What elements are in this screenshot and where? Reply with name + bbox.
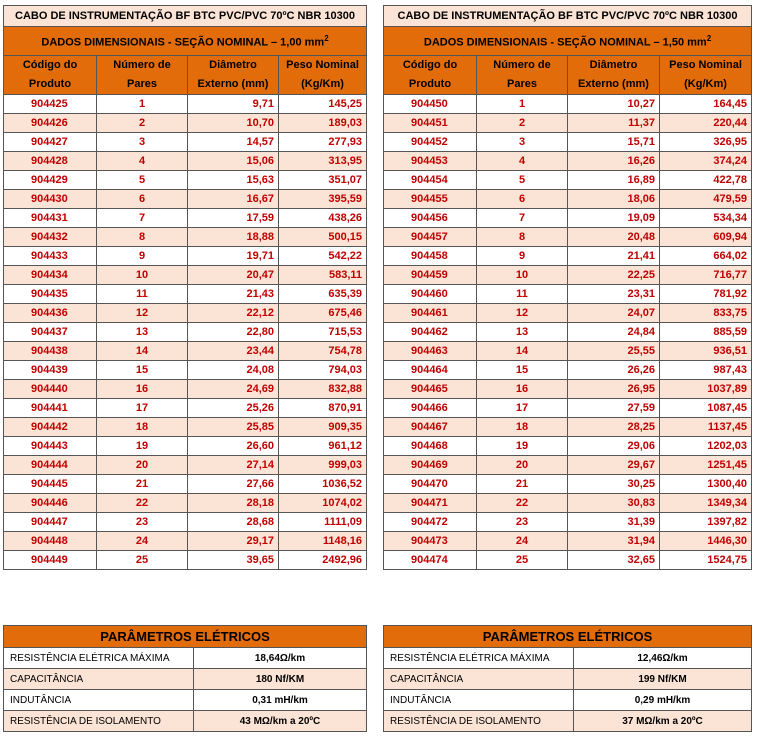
codigo-cell: 904454 — [384, 171, 477, 190]
diametro-cell: 31,94 — [568, 532, 660, 551]
diametro-cell: 15,06 — [188, 152, 279, 171]
column-header-diametro: Diâmetro Externo (mm) — [568, 56, 660, 95]
pares-cell: 1 — [97, 95, 188, 114]
codigo-cell: 904466 — [384, 399, 477, 418]
codigo-cell: 904445 — [4, 475, 97, 494]
table-row — [4, 456, 367, 475]
peso-cell: 1137,45 — [660, 418, 752, 437]
codigo-cell: 904470 — [384, 475, 477, 494]
column-header-codigo: Código do Produto — [4, 56, 97, 95]
pares-cell: 13 — [97, 323, 188, 342]
pares-cell: 21 — [97, 475, 188, 494]
codigo-cell: 904469 — [384, 456, 477, 475]
pares-cell: 18 — [477, 418, 568, 437]
table-title: CABO DE INSTRUMENTAÇÃO BF BTC PVC/PVC 70ºC NBR 10300 — [4, 6, 367, 27]
codigo-cell: 904449 — [4, 551, 97, 570]
peso-cell: 1087,45 — [660, 399, 752, 418]
param-value: 0,29 mH/km — [574, 690, 752, 711]
param-value: 12,46Ω/km — [574, 648, 752, 669]
table-row — [4, 380, 367, 399]
diametro-cell: 23,31 — [568, 285, 660, 304]
peso-cell: 870,91 — [279, 399, 367, 418]
diametro-cell: 26,60 — [188, 437, 279, 456]
peso-cell: 145,25 — [279, 95, 367, 114]
param-label: CAPACITÂNCIA — [4, 669, 194, 690]
dimensional-table-1-50 — [383, 5, 752, 570]
table-row — [384, 247, 752, 266]
peso-cell: 609,94 — [660, 228, 752, 247]
pares-cell: 25 — [97, 551, 188, 570]
diametro-cell: 20,48 — [568, 228, 660, 247]
codigo-cell: 904450 — [384, 95, 477, 114]
diametro-cell: 22,80 — [188, 323, 279, 342]
peso-cell: 1036,52 — [279, 475, 367, 494]
pares-cell: 20 — [477, 456, 568, 475]
dimensional-table-1-00 — [3, 5, 367, 570]
peso-cell: 1397,82 — [660, 513, 752, 532]
table-row — [4, 285, 367, 304]
diametro-cell: 10,27 — [568, 95, 660, 114]
pares-cell: 11 — [477, 285, 568, 304]
diametro-cell: 15,71 — [568, 133, 660, 152]
table-row — [4, 266, 367, 285]
table-row — [4, 247, 367, 266]
param-label: RESISTÊNCIA DE ISOLAMENTO — [4, 711, 194, 732]
codigo-cell: 904440 — [4, 380, 97, 399]
pares-cell: 15 — [477, 361, 568, 380]
pares-cell: 19 — [97, 437, 188, 456]
table-row — [4, 342, 367, 361]
peso-cell: 500,15 — [279, 228, 367, 247]
pares-cell: 10 — [477, 266, 568, 285]
codigo-cell: 904464 — [384, 361, 477, 380]
pares-cell: 3 — [97, 133, 188, 152]
pares-cell: 4 — [97, 152, 188, 171]
diametro-cell: 26,95 — [568, 380, 660, 399]
pares-cell: 15 — [97, 361, 188, 380]
peso-cell: 277,93 — [279, 133, 367, 152]
table-row — [384, 494, 752, 513]
param-label: RESISTÊNCIA ELÉTRICA MÁXIMA — [384, 648, 574, 669]
table-row — [384, 456, 752, 475]
diametro-cell: 16,67 — [188, 190, 279, 209]
codigo-cell: 904429 — [4, 171, 97, 190]
diametro-cell: 27,59 — [568, 399, 660, 418]
codigo-cell: 904425 — [4, 95, 97, 114]
peso-cell: 1446,30 — [660, 532, 752, 551]
pares-cell: 18 — [97, 418, 188, 437]
diametro-cell: 15,63 — [188, 171, 279, 190]
diametro-cell: 28,25 — [568, 418, 660, 437]
codigo-cell: 904463 — [384, 342, 477, 361]
table-row — [384, 228, 752, 247]
table-row — [4, 494, 367, 513]
diametro-cell: 18,88 — [188, 228, 279, 247]
peso-cell: 885,59 — [660, 323, 752, 342]
pares-cell: 4 — [477, 152, 568, 171]
table-row — [384, 380, 752, 399]
diametro-cell: 16,89 — [568, 171, 660, 190]
diametro-cell: 32,65 — [568, 551, 660, 570]
pares-cell: 13 — [477, 323, 568, 342]
pares-cell: 16 — [97, 380, 188, 399]
peso-cell: 715,53 — [279, 323, 367, 342]
pares-cell: 16 — [477, 380, 568, 399]
table-row — [384, 190, 752, 209]
column-header-peso: Peso Nominal (Kg/Km) — [660, 56, 752, 95]
codigo-cell: 904437 — [4, 323, 97, 342]
peso-cell: 716,77 — [660, 266, 752, 285]
electrical-title: PARÂMETROS ELÉTRICOS — [384, 626, 752, 648]
peso-cell: 542,22 — [279, 247, 367, 266]
table-row — [4, 228, 367, 247]
diametro-cell: 39,65 — [188, 551, 279, 570]
diametro-cell: 22,12 — [188, 304, 279, 323]
codigo-cell: 904433 — [4, 247, 97, 266]
table-row — [384, 285, 752, 304]
peso-cell: 422,78 — [660, 171, 752, 190]
codigo-cell: 904427 — [4, 133, 97, 152]
peso-cell: 1111,09 — [279, 513, 367, 532]
pares-cell: 5 — [97, 171, 188, 190]
peso-cell: 1202,03 — [660, 437, 752, 456]
diametro-cell: 11,37 — [568, 114, 660, 133]
param-value: 199 Nf/KM — [574, 669, 752, 690]
peso-cell: 1524,75 — [660, 551, 752, 570]
table-row — [4, 114, 367, 133]
peso-cell: 936,51 — [660, 342, 752, 361]
peso-cell: 326,95 — [660, 133, 752, 152]
peso-cell: 999,03 — [279, 456, 367, 475]
param-label: RESISTÊNCIA DE ISOLAMENTO — [384, 711, 574, 732]
diametro-cell: 30,83 — [568, 494, 660, 513]
diametro-cell: 29,06 — [568, 437, 660, 456]
table-row — [384, 209, 752, 228]
table-row — [4, 209, 367, 228]
peso-cell: 1148,16 — [279, 532, 367, 551]
param-value: 43 MΩ/km a 20ºC — [194, 711, 367, 732]
codigo-cell: 904459 — [384, 266, 477, 285]
diametro-cell: 10,70 — [188, 114, 279, 133]
diametro-cell: 28,18 — [188, 494, 279, 513]
diametro-cell: 23,44 — [188, 342, 279, 361]
table-row — [384, 342, 752, 361]
column-header-pares: Número de Pares — [477, 56, 568, 95]
diametro-cell: 31,39 — [568, 513, 660, 532]
diametro-cell: 30,25 — [568, 475, 660, 494]
diametro-cell: 17,59 — [188, 209, 279, 228]
diametro-cell: 22,25 — [568, 266, 660, 285]
table-row — [384, 551, 752, 570]
pares-cell: 5 — [477, 171, 568, 190]
codigo-cell: 904434 — [4, 266, 97, 285]
table-row — [384, 266, 752, 285]
table-row — [384, 95, 752, 114]
codigo-cell: 904444 — [4, 456, 97, 475]
peso-cell: 635,39 — [279, 285, 367, 304]
param-label: INDUTÂNCIA — [384, 690, 574, 711]
pares-cell: 3 — [477, 133, 568, 152]
table-row — [384, 437, 752, 456]
table-row — [4, 551, 367, 570]
pares-cell: 17 — [477, 399, 568, 418]
codigo-cell: 904428 — [4, 152, 97, 171]
pares-cell: 21 — [477, 475, 568, 494]
pares-cell: 6 — [477, 190, 568, 209]
table-row — [384, 171, 752, 190]
electrical-parameters-table-1 — [3, 625, 367, 732]
column-header-codigo: Código do Produto — [384, 56, 477, 95]
pares-cell: 23 — [97, 513, 188, 532]
codigo-cell: 904451 — [384, 114, 477, 133]
codigo-cell: 904430 — [4, 190, 97, 209]
table-row — [4, 133, 367, 152]
diametro-cell: 21,43 — [188, 285, 279, 304]
peso-cell: 164,45 — [660, 95, 752, 114]
diametro-cell: 14,57 — [188, 133, 279, 152]
peso-cell: 583,11 — [279, 266, 367, 285]
codigo-cell: 904474 — [384, 551, 477, 570]
peso-cell: 1300,40 — [660, 475, 752, 494]
diametro-cell: 26,26 — [568, 361, 660, 380]
peso-cell: 351,07 — [279, 171, 367, 190]
pares-cell: 8 — [97, 228, 188, 247]
codigo-cell: 904436 — [4, 304, 97, 323]
codigo-cell: 904457 — [384, 228, 477, 247]
pares-cell: 19 — [477, 437, 568, 456]
diametro-cell: 18,06 — [568, 190, 660, 209]
codigo-cell: 904455 — [384, 190, 477, 209]
pares-cell: 23 — [477, 513, 568, 532]
codigo-cell: 904441 — [4, 399, 97, 418]
pares-cell: 17 — [97, 399, 188, 418]
peso-cell: 675,46 — [279, 304, 367, 323]
table-row — [384, 513, 752, 532]
pares-cell: 10 — [97, 266, 188, 285]
codigo-cell: 904461 — [384, 304, 477, 323]
diametro-cell: 25,26 — [188, 399, 279, 418]
diametro-cell: 24,07 — [568, 304, 660, 323]
diametro-cell: 28,68 — [188, 513, 279, 532]
pares-cell: 14 — [97, 342, 188, 361]
electrical-parameters-table-2 — [383, 625, 752, 732]
peso-cell: 832,88 — [279, 380, 367, 399]
pares-cell: 8 — [477, 228, 568, 247]
pares-cell: 25 — [477, 551, 568, 570]
table-title: CABO DE INSTRUMENTAÇÃO BF BTC PVC/PVC 70ºC NBR 10300 — [384, 6, 752, 27]
diametro-cell: 16,26 — [568, 152, 660, 171]
peso-cell: 664,02 — [660, 247, 752, 266]
peso-cell: 438,26 — [279, 209, 367, 228]
peso-cell: 1251,45 — [660, 456, 752, 475]
column-header-pares: Número de Pares — [97, 56, 188, 95]
diametro-cell: 20,47 — [188, 266, 279, 285]
codigo-cell: 904438 — [4, 342, 97, 361]
codigo-cell: 904426 — [4, 114, 97, 133]
diametro-cell: 19,71 — [188, 247, 279, 266]
table-row — [4, 152, 367, 171]
pares-cell: 9 — [97, 247, 188, 266]
param-value: 18,64Ω/km — [194, 648, 367, 669]
codigo-cell: 904443 — [4, 437, 97, 456]
peso-cell: 1349,34 — [660, 494, 752, 513]
peso-cell: 2492,96 — [279, 551, 367, 570]
param-value: 180 Nf/KM — [194, 669, 367, 690]
pares-cell: 7 — [97, 209, 188, 228]
codigo-cell: 904448 — [4, 532, 97, 551]
pares-cell: 7 — [477, 209, 568, 228]
diametro-cell: 29,67 — [568, 456, 660, 475]
table-row — [4, 418, 367, 437]
codigo-cell: 904472 — [384, 513, 477, 532]
codigo-cell: 904473 — [384, 532, 477, 551]
pares-cell: 11 — [97, 285, 188, 304]
pares-cell: 20 — [97, 456, 188, 475]
table-row — [384, 133, 752, 152]
electrical-title: PARÂMETROS ELÉTRICOS — [4, 626, 367, 648]
codigo-cell: 904442 — [4, 418, 97, 437]
pares-cell: 24 — [97, 532, 188, 551]
pares-cell: 9 — [477, 247, 568, 266]
peso-cell: 1037,89 — [660, 380, 752, 399]
param-label: INDUTÂNCIA — [4, 690, 194, 711]
table-row — [4, 513, 367, 532]
peso-cell: 909,35 — [279, 418, 367, 437]
pares-cell: 2 — [477, 114, 568, 133]
codigo-cell: 904468 — [384, 437, 477, 456]
table-row — [384, 418, 752, 437]
peso-cell: 987,43 — [660, 361, 752, 380]
peso-cell: 961,12 — [279, 437, 367, 456]
codigo-cell: 904435 — [4, 285, 97, 304]
diametro-cell: 29,17 — [188, 532, 279, 551]
table-row — [4, 323, 367, 342]
pares-cell: 24 — [477, 532, 568, 551]
table-row — [4, 95, 367, 114]
codigo-cell: 904456 — [384, 209, 477, 228]
peso-cell: 534,34 — [660, 209, 752, 228]
pares-cell: 6 — [97, 190, 188, 209]
table-row — [384, 399, 752, 418]
table-row — [4, 437, 367, 456]
table-row — [384, 114, 752, 133]
table-row — [4, 304, 367, 323]
diametro-cell: 24,84 — [568, 323, 660, 342]
codigo-cell: 904431 — [4, 209, 97, 228]
codigo-cell: 904460 — [384, 285, 477, 304]
pares-cell: 14 — [477, 342, 568, 361]
pares-cell: 1 — [477, 95, 568, 114]
table-row — [384, 152, 752, 171]
table-subtitle: DADOS DIMENSIONAIS - SEÇÃO NOMINAL – 1,50 $mm^2$ — [384, 27, 752, 56]
param-value: 0,31 mH/km — [194, 690, 367, 711]
codigo-cell: 904458 — [384, 247, 477, 266]
peso-cell: 313,95 — [279, 152, 367, 171]
diametro-cell: 25,85 — [188, 418, 279, 437]
diametro-cell: 27,66 — [188, 475, 279, 494]
codigo-cell: 904452 — [384, 133, 477, 152]
table-row — [4, 190, 367, 209]
codigo-cell: 904446 — [4, 494, 97, 513]
table-row — [384, 532, 752, 551]
peso-cell: 833,75 — [660, 304, 752, 323]
diametro-cell: 24,08 — [188, 361, 279, 380]
pares-cell: 22 — [477, 494, 568, 513]
diametro-cell: 21,41 — [568, 247, 660, 266]
peso-cell: 794,03 — [279, 361, 367, 380]
peso-cell: 754,78 — [279, 342, 367, 361]
pares-cell: 12 — [97, 304, 188, 323]
codigo-cell: 904432 — [4, 228, 97, 247]
peso-cell: 395,59 — [279, 190, 367, 209]
table-row — [384, 304, 752, 323]
column-header-diametro: Diâmetro Externo (mm) — [188, 56, 279, 95]
codigo-cell: 904439 — [4, 361, 97, 380]
table-row — [4, 361, 367, 380]
peso-cell: 189,03 — [279, 114, 367, 133]
diametro-cell: 9,71 — [188, 95, 279, 114]
param-label: CAPACITÂNCIA — [384, 669, 574, 690]
codigo-cell: 904471 — [384, 494, 477, 513]
codigo-cell: 904467 — [384, 418, 477, 437]
codigo-cell: 904462 — [384, 323, 477, 342]
table-row — [384, 361, 752, 380]
diametro-cell: 19,09 — [568, 209, 660, 228]
diametro-cell: 24,69 — [188, 380, 279, 399]
param-value: 37 MΩ/km a 20ºC — [574, 711, 752, 732]
table-row — [384, 475, 752, 494]
param-label: RESISTÊNCIA ELÉTRICA MÁXIMA — [4, 648, 194, 669]
table-subtitle: DADOS DIMENSIONAIS - SEÇÃO NOMINAL – 1,00 $mm^2$ — [4, 27, 367, 56]
diametro-cell: 25,55 — [568, 342, 660, 361]
pares-cell: 2 — [97, 114, 188, 133]
pares-cell: 22 — [97, 494, 188, 513]
codigo-cell: 904447 — [4, 513, 97, 532]
table-row — [384, 323, 752, 342]
peso-cell: 374,24 — [660, 152, 752, 171]
table-row — [4, 532, 367, 551]
peso-cell: 1074,02 — [279, 494, 367, 513]
table-row — [4, 171, 367, 190]
table-row — [4, 399, 367, 418]
column-header-peso: Peso Nominal (Kg/Km) — [279, 56, 367, 95]
codigo-cell: 904453 — [384, 152, 477, 171]
pares-cell: 12 — [477, 304, 568, 323]
table-row — [4, 475, 367, 494]
diametro-cell: 27,14 — [188, 456, 279, 475]
codigo-cell: 904465 — [384, 380, 477, 399]
peso-cell: 479,59 — [660, 190, 752, 209]
peso-cell: 220,44 — [660, 114, 752, 133]
peso-cell: 781,92 — [660, 285, 752, 304]
